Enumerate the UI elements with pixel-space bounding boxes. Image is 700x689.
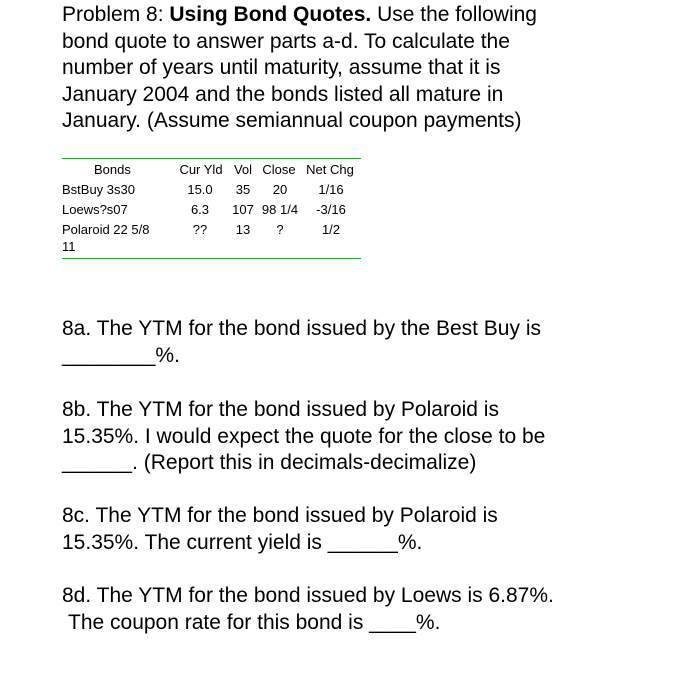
intro-line-5: January. (Assume semiannual coupon payments) [62, 109, 522, 132]
bond-name: Loews?s07 [62, 202, 128, 217]
close: 98 1/4 [261, 202, 299, 217]
header-cur-yld: Cur Yld [179, 162, 223, 177]
vol: 35 [235, 182, 251, 197]
question-8c-line-2: 15.35%. The current yield is ______%. [62, 530, 423, 554]
question-8b [62, 397, 662, 477]
net-chg: 1/16 [318, 182, 344, 197]
problem-label: Problem 8: [62, 3, 164, 26]
cur-yld: 6.3 [190, 202, 210, 217]
intro-text-1: Use the following [377, 3, 537, 26]
bond-name: Polaroid 22 5/8 [62, 222, 150, 237]
net-chg: 1/2 [321, 222, 341, 237]
vol: 107 [232, 202, 254, 217]
cur-yld: 15.0 [187, 182, 213, 197]
net-chg: -3/16 [316, 202, 346, 217]
intro-line-1 [62, 2, 662, 29]
question-8a [62, 316, 662, 369]
question-8a-line-1: 8a. The YTM for the bond issued by the Best Buy is [62, 317, 541, 340]
close: ? [276, 222, 284, 237]
question-8d [62, 583, 662, 636]
intro-line-2: bond quote to answer parts a-d. To calculate the [62, 29, 510, 53]
header-bonds: Bonds [94, 162, 131, 177]
question-8c [62, 503, 662, 556]
header-vol: Vol [233, 162, 253, 177]
question-8b-line-2: 15.35%. I would expect the quote for the close to be [62, 424, 546, 448]
question-8d-line-2: The coupon rate for this bond is ____%. [68, 610, 441, 634]
header-close: Close [262, 162, 296, 177]
header-net-chg: Net Chg [306, 162, 354, 177]
question-8b-line-3: ______. (Report this in decimals-decimalize) [62, 451, 477, 474]
question-8c-line-1: 8c. The YTM for the bond issued by Polaroid is [62, 504, 498, 527]
table-row [62, 179, 361, 199]
bond-quote-table [62, 158, 361, 259]
bond-name: BstBuy 3s30 [62, 182, 135, 197]
cur-yld: ?? [192, 222, 208, 237]
table-row [62, 199, 361, 219]
vol: 13 [235, 222, 251, 237]
table-row [62, 219, 361, 239]
question-8b-line-1: 8b. The YTM for the bond issued by Polaroid is [62, 398, 499, 421]
problem-title: Using Bond Quotes. [169, 3, 372, 26]
question-8d-line-1: 8d. The YTM for the bond issued by Loews is 6.87%. [62, 584, 554, 607]
intro-line-4: January 2004 and the bonds listed all mature in [62, 82, 504, 106]
table-header-row [62, 159, 361, 179]
bond-name-wrap: 11 [62, 239, 76, 254]
close: 20 [272, 182, 288, 197]
problem-intro [62, 2, 662, 135]
intro-line-3: number of years until maturity, assume that it is [62, 56, 501, 79]
question-8a-line-2: ________%. [62, 343, 180, 367]
